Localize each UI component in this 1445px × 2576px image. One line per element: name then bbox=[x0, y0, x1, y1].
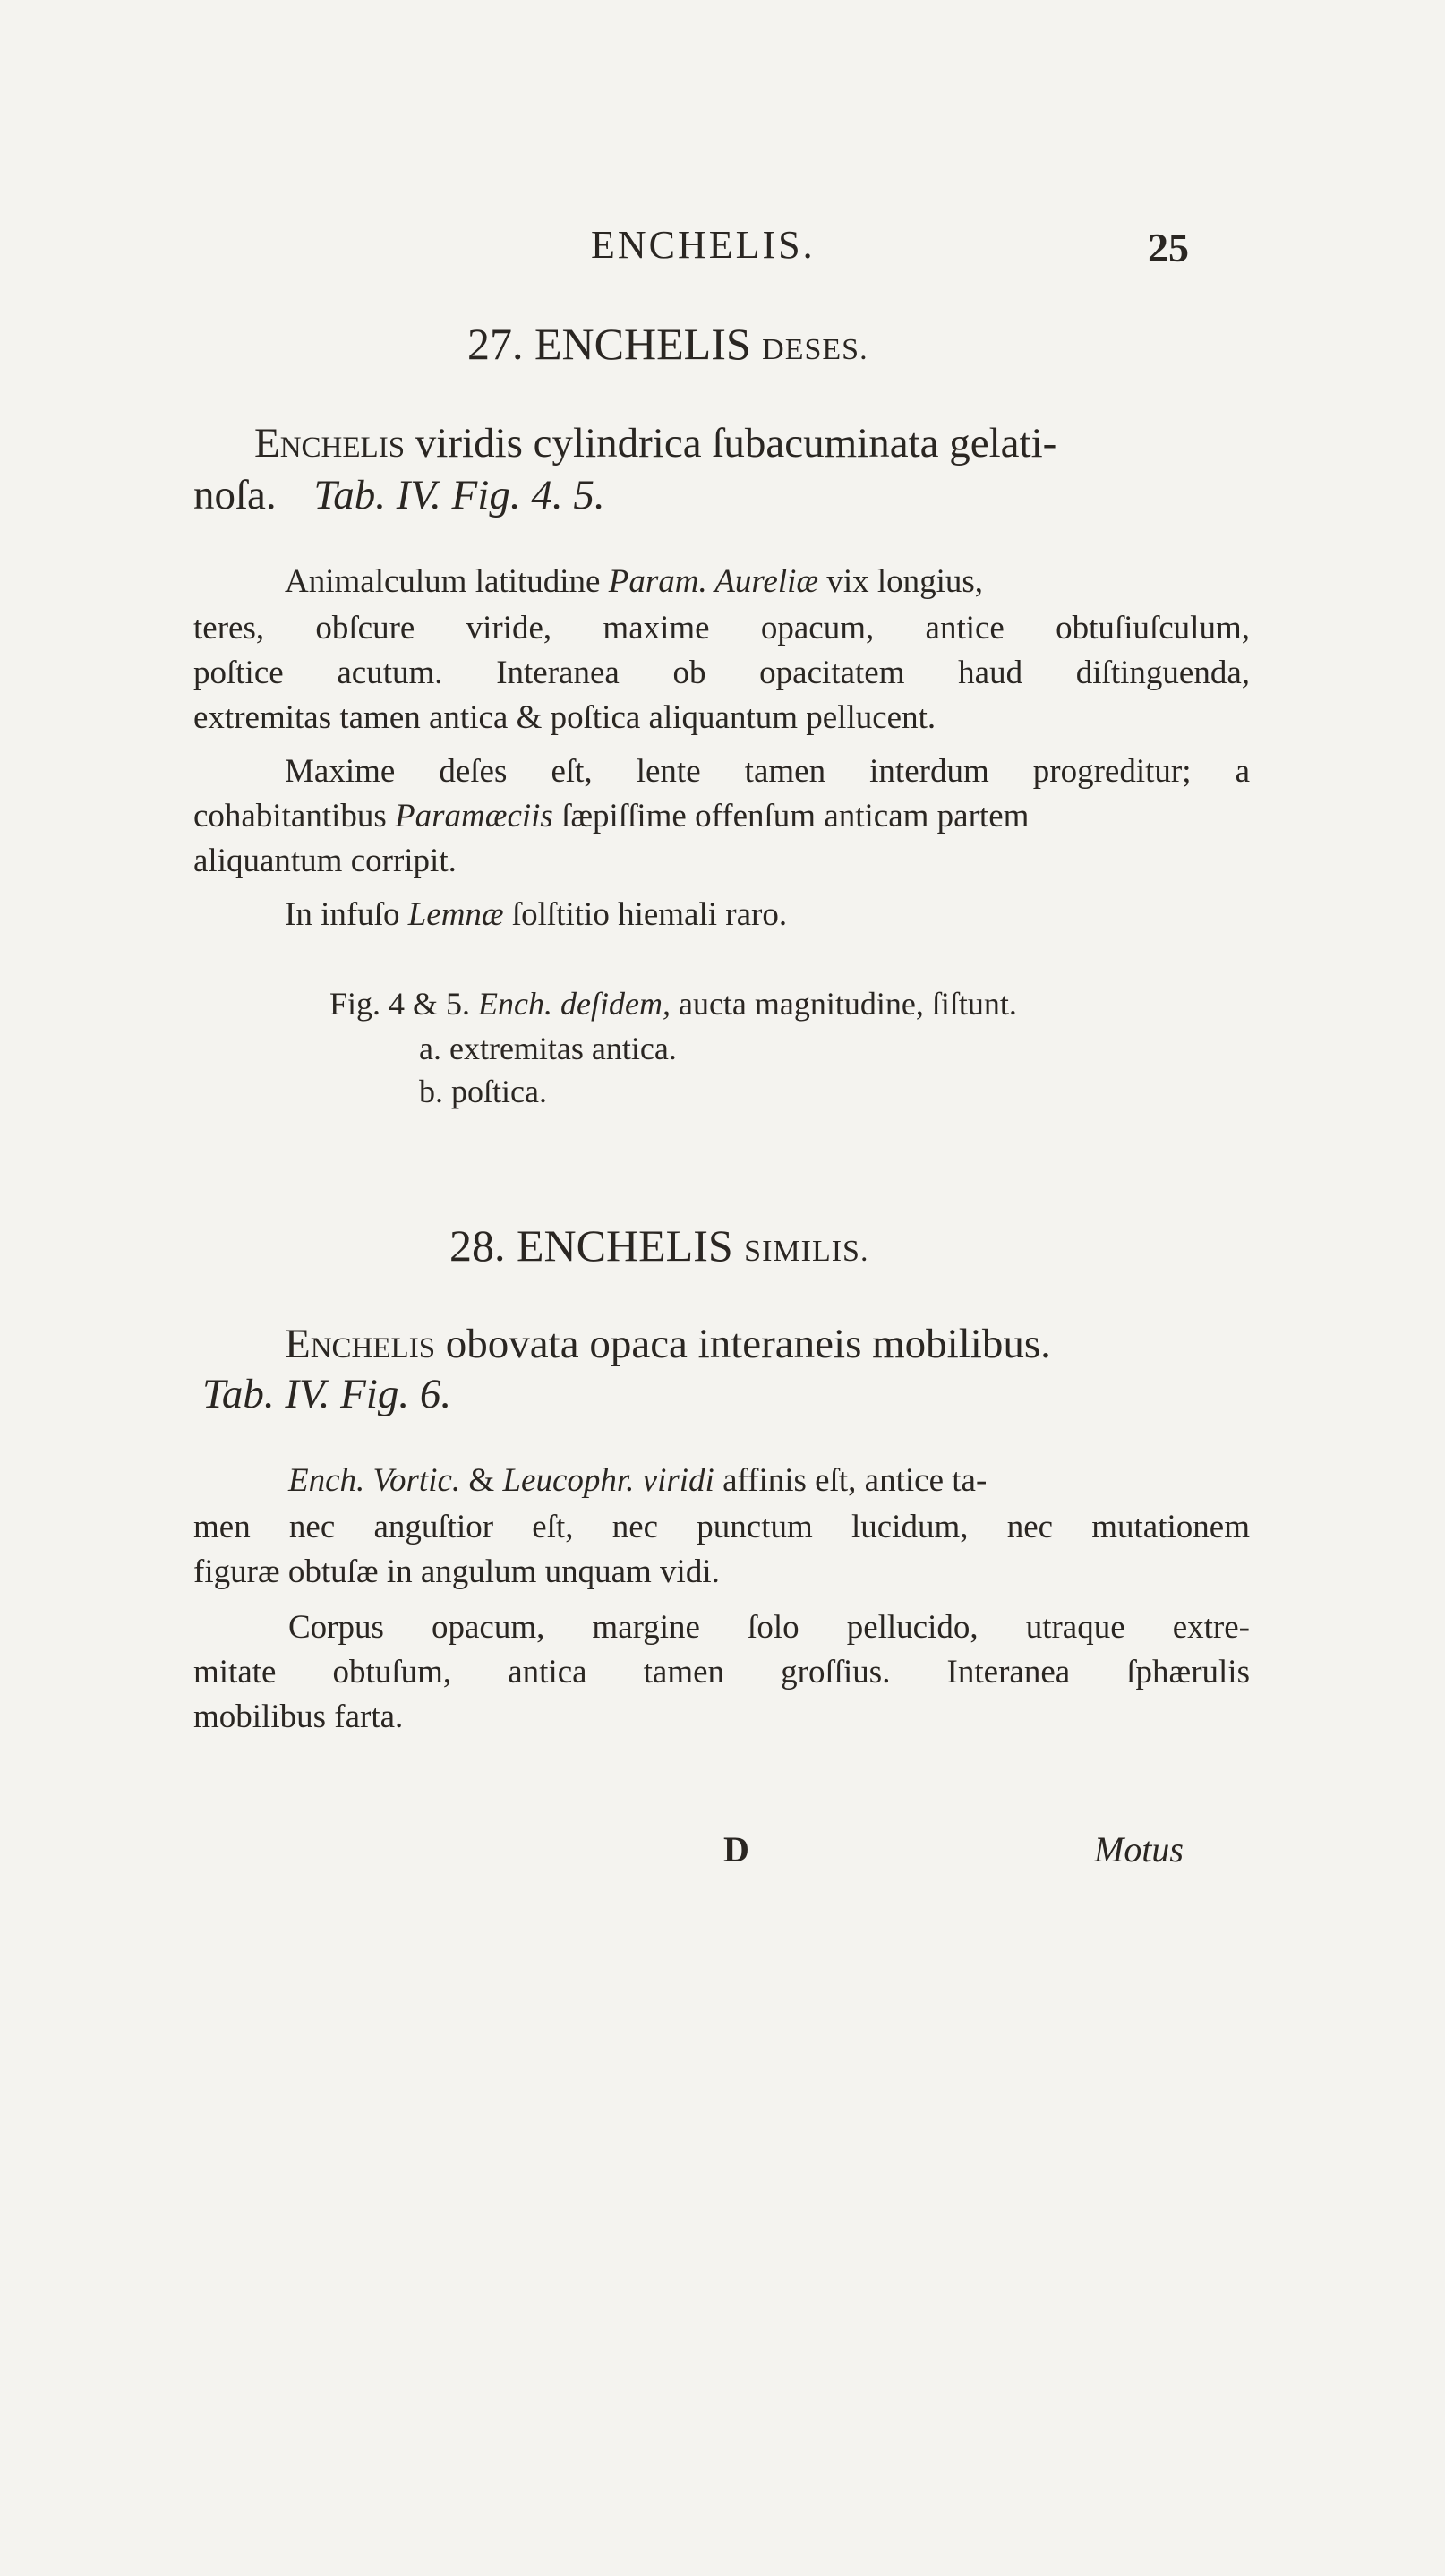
definition-text: viridis cylindrica ſubacuminata gelati- bbox=[415, 420, 1057, 466]
text: ſolſtitio hiemali raro. bbox=[511, 896, 788, 933]
species-reference: Leucophr. viridi bbox=[502, 1462, 714, 1499]
text: Animalculum latitudine bbox=[285, 563, 601, 600]
text: In infuſo bbox=[285, 896, 400, 933]
species-reference: Lemnæ bbox=[407, 896, 504, 933]
figure-caption bbox=[329, 985, 1017, 1023]
figure-item-b: b. poſtica. bbox=[419, 1074, 547, 1109]
species-reference: Paramæciis bbox=[395, 798, 553, 834]
definition-lead: Enchelis bbox=[254, 420, 406, 466]
species-reference: Ench. Vortic. bbox=[288, 1462, 461, 1499]
p2-line-3: aliquantum corripit. bbox=[193, 843, 457, 879]
section-28-heading bbox=[449, 1220, 868, 1271]
figure-item-a: a. extremitas antica. bbox=[419, 1031, 677, 1066]
s28-p2-line-3: mobilibus farta. bbox=[193, 1699, 404, 1735]
p1-line-4: extremitas tamen antica & poſtica aliquantum pellucent. bbox=[193, 699, 936, 736]
s28-p1-line-1 bbox=[288, 1461, 987, 1500]
p1-line-1 bbox=[285, 562, 983, 601]
text: Fig. 4 & 5. bbox=[329, 986, 471, 1022]
species-reference: Param. Aureliæ bbox=[608, 563, 819, 600]
text: vix longius, bbox=[826, 563, 984, 600]
s28-p2-line-2: mitate obtuſum, antica tamen groſſius. Interanea ſphærulis bbox=[193, 1654, 1250, 1690]
catchword: Motus bbox=[1094, 1829, 1184, 1870]
plate-reference: Tab. IV. Fig. 4. 5. bbox=[313, 472, 605, 518]
text: aucta magnitudine, ſiſtunt. bbox=[678, 986, 1017, 1022]
p1-line-2: teres, obſcure viride, maxime opacum, antice obtuſiuſculum, bbox=[193, 610, 1250, 646]
section-28-definition-line-1 bbox=[285, 1320, 1051, 1368]
text: ſæpiſſime offenſum anticam partem bbox=[561, 798, 1030, 834]
text: cohabitantibus bbox=[193, 798, 387, 834]
genus-name: ENCHELIS bbox=[534, 319, 751, 369]
s28-p2-line-1: Corpus opacum, margine ſolo pellucido, utraque extre- bbox=[288, 1609, 1250, 1646]
text: affinis eſt, antice ta- bbox=[722, 1462, 988, 1499]
section-number: 28. bbox=[449, 1220, 506, 1271]
text: & bbox=[468, 1462, 495, 1499]
p3-line-1 bbox=[285, 895, 787, 934]
s28-p1-line-2: men nec anguſtior eſt, nec punctum lucidum, nec mutationem bbox=[193, 1509, 1250, 1545]
section-27-heading bbox=[467, 318, 868, 370]
s28-p1-line-3: figuræ obtuſæ in angulum unquam vidi. bbox=[193, 1553, 720, 1590]
page-number: 25 bbox=[1148, 225, 1189, 270]
species-reference: Ench. deſidem, bbox=[478, 986, 671, 1022]
definition-text: obovata opaca interaneis mobilibus. bbox=[445, 1321, 1051, 1367]
section-28-plate-reference: Tab. IV. Fig. 6. bbox=[202, 1371, 452, 1417]
p2-line-2 bbox=[193, 797, 1029, 835]
section-27-definition-line-2 bbox=[193, 471, 605, 519]
p2-line-1: Maxime deſes eſt, lente tamen interdum progreditur; a bbox=[285, 753, 1250, 790]
species-name: DESES. bbox=[762, 333, 868, 366]
species-name: SIMILIS. bbox=[744, 1235, 869, 1268]
definition-lead: Enchelis bbox=[285, 1321, 436, 1367]
genus-name: ENCHELIS bbox=[517, 1220, 733, 1271]
section-number: 27. bbox=[467, 319, 524, 369]
p1-line-3: poſtice acutum. Interanea ob opacitatem haud diſtinguenda, bbox=[193, 655, 1250, 691]
signature-mark: D bbox=[723, 1829, 749, 1870]
section-27-definition-line-1 bbox=[254, 419, 1056, 467]
definition-text: noſa. bbox=[193, 472, 277, 518]
running-title: ENCHELIS. bbox=[591, 223, 816, 267]
